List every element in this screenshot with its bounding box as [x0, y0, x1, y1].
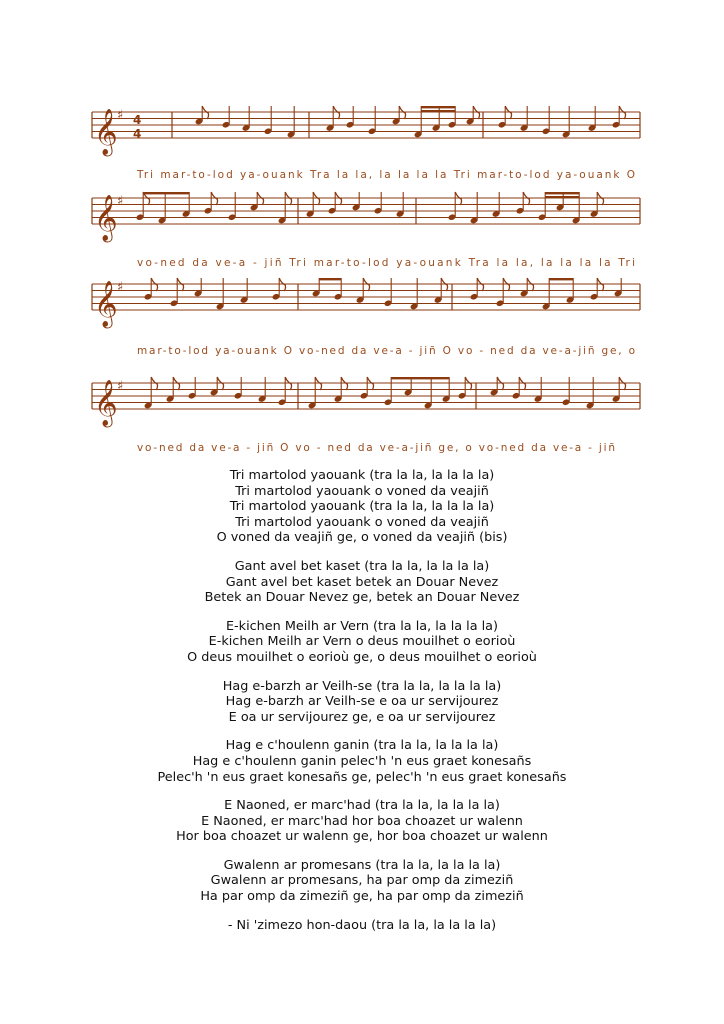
lyric-line: E oa ur servijourez ge, e oa ur servijourez: [228, 709, 496, 725]
treble-clef-icon: 𝄞: [94, 380, 118, 426]
lyric-line: Tri martolod yaouank (tra la la, la la la la): [229, 468, 495, 483]
stanza: [0, 798, 724, 845]
lyric-line: Betek an Douar Nevez ge, betek an Douar Nevez: [204, 590, 520, 606]
sheet-music-score: [0, 0, 724, 470]
staff-system: [92, 377, 640, 454]
lyric-line: O deus mouilhet o eorioù ge, o deus mouilhet o eorioù: [187, 649, 537, 665]
stanza: [0, 619, 724, 666]
lyric-line: E-kichen Meilh ar Vern (tra la la, la la la la): [225, 618, 499, 634]
stanza: [0, 468, 724, 546]
note-beam: [421, 106, 455, 108]
treble-clef-icon: 𝄞: [94, 109, 118, 155]
treble-clef-icon: 𝄞: [94, 195, 118, 241]
lyric-line: Hag e-barzh ar Veilh-se e oa ur servijourez: [225, 694, 499, 710]
staff-system: [92, 106, 640, 181]
stanza: [0, 559, 724, 606]
lyric-line: Gant avel bet kaset betek an Douar Nevez: [225, 574, 499, 590]
stanza: [0, 918, 724, 934]
staff-system: [92, 192, 640, 269]
sharp-key-signature-icon: ♯: [117, 280, 124, 295]
sharp-key-signature-icon: ♯: [117, 108, 124, 123]
lyric-line: Pelec'h 'n eus graet konesañs ge, pelec'h 'n eus graet konesañs: [157, 769, 567, 785]
lyric-line: Tri martolod yaouank o voned da veajiñ: [235, 483, 489, 499]
lyric-line: Gant avel bet kaset (tra la la, la la la la): [234, 558, 490, 574]
note-beam: [391, 377, 449, 379]
lyric-line: Hag e c'houlenn ganin (tra la la, la la la la): [225, 738, 499, 754]
treble-clef-icon: 𝄞: [94, 281, 118, 327]
stanza: [0, 738, 724, 785]
sharp-key-signature-icon: ♯: [117, 379, 124, 394]
note-beam: [545, 196, 579, 198]
lyric-line: E Naoned, er marc'had hor boa choazet ur walenn: [201, 813, 523, 829]
note-beam: [421, 110, 455, 112]
lyric-line: E-kichen Meilh ar Vern o deus mouilhet o eorioù: [208, 634, 516, 650]
note-beam: [143, 192, 189, 194]
lyric-line: Gwalenn ar promesans (tra la la, la la la la): [223, 857, 501, 873]
lyric-line: Tri martolod yaouank (tra la la, la la la la): [229, 499, 495, 515]
stanza: [0, 858, 724, 905]
staff-system: [92, 278, 640, 357]
lyric-line: Hor boa choazet ur walenn ge, hor boa choazet ur walenn: [176, 829, 548, 845]
lyric-line: Gwalenn ar promesans, ha par omp da zimeziñ: [210, 873, 514, 889]
note-beam: [549, 278, 573, 280]
lyric-line: Tri martolod yaouank o voned da veajiñ: [235, 514, 489, 530]
stanza: [0, 679, 724, 726]
score-lyric-line: vo-ned da ve-a - jiñ O vo - ned da ve-a-jiñ ge, o vo-ned da ve-a - jiñ: [137, 442, 616, 454]
lyric-line: Hag e-barzh ar Veilh-se (tra la la, la la la la): [222, 678, 502, 694]
sharp-key-signature-icon: ♯: [117, 194, 124, 209]
lyric-line: Hag e c'houlenn ganin pelec'h 'n eus graet konesañs: [192, 753, 532, 769]
lyric-line: - Ni 'zimezo hon-daou (tra la la, la la la la): [227, 917, 497, 933]
lyric-line: O voned da veajiñ ge, o voned da veajiñ (bis): [216, 530, 508, 546]
score-lyric-line: mar-to-lod ya-ouank O vo-ned da ve-a - jiñ O vo - ned da ve-a-jiñ ge, o: [137, 345, 635, 357]
score-lyric-line: vo-ned da ve-a - jiñ Tri mar-to-lod ya-ouank Tra la la, la la la la Tri: [137, 257, 635, 269]
score-lyric-line: Tri mar-to-lod ya-ouank Tra la la, la la la la Tri mar-to-lod ya-ouank O: [137, 169, 636, 181]
time-signature-top: 4: [133, 113, 142, 127]
time-signature-bottom: 4: [133, 127, 142, 141]
lyric-line: Ha par omp da zimeziñ ge, ha par omp da zimeziñ: [200, 889, 524, 905]
lyric-line: E Naoned, er marc'had (tra la la, la la la la): [224, 798, 500, 814]
lyrics-text: [0, 468, 724, 946]
note-beam: [545, 192, 579, 194]
note-beam: [319, 278, 341, 280]
